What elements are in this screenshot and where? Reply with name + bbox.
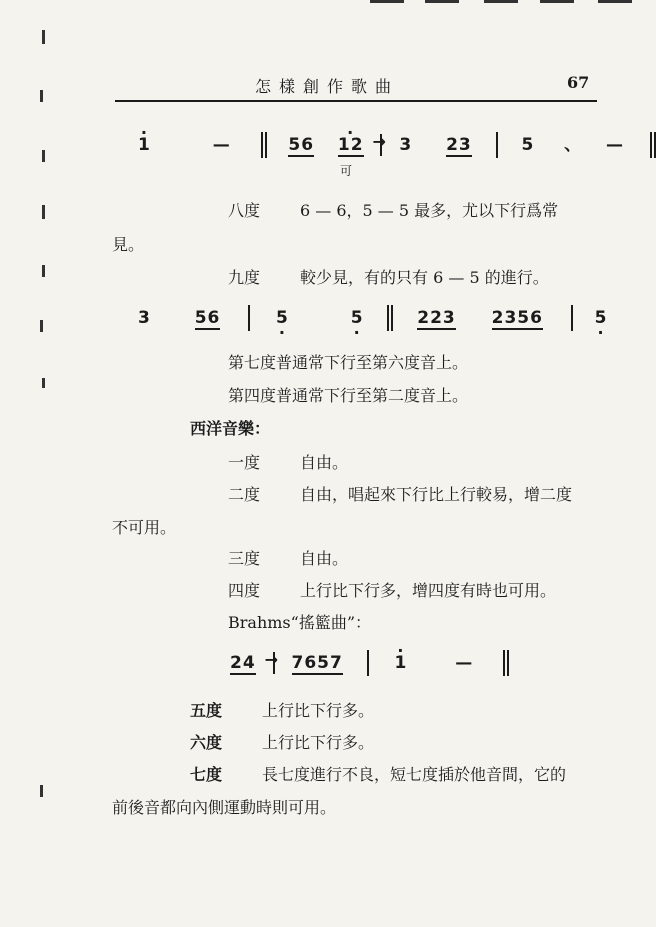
fourth-text: 上行比下行多，增四度有時也可用。 — [300, 581, 557, 600]
music-line-2 — [138, 305, 607, 331]
ninth-text: 較少見，有的只有 6 — 5 的進行。 — [300, 268, 549, 287]
seventh-text: 長七度進行不良，短七度插於他音間，它的 — [262, 765, 567, 784]
seventh-text-cont: 前後音都向內側運動時則可用。 — [112, 798, 337, 817]
second-text-cont: 不可用。 — [112, 518, 177, 537]
binding-mark — [42, 265, 45, 277]
header-rule — [115, 100, 597, 102]
octave-text-cont: 見。 — [112, 235, 145, 254]
music-line-3 — [230, 650, 509, 676]
double-barline — [650, 132, 656, 158]
note: 5 · — [351, 308, 364, 328]
double-barline — [261, 132, 267, 158]
note: · 1 — [395, 653, 408, 673]
unison-text: 自由。 — [300, 453, 349, 472]
fourth-degree-note: 第四度普通常下行至第二度音上。 — [228, 386, 469, 405]
dash: — — [605, 135, 624, 155]
barline — [367, 650, 369, 676]
ninth-label: 九度 — [228, 268, 261, 287]
seventh-label: 七度 — [190, 765, 223, 784]
music-line-1 — [138, 130, 656, 158]
octave-label: 八度 — [228, 201, 261, 220]
note: 5 · — [276, 308, 289, 328]
sixth-label: 六度 — [190, 733, 223, 752]
double-barline — [387, 305, 393, 331]
fifth-label: 五度 — [190, 701, 223, 720]
note: 3 — [399, 135, 413, 155]
barline — [496, 132, 498, 158]
brahms-caption: Brahms“搖籃曲”： — [228, 613, 371, 632]
binding-mark — [40, 90, 43, 102]
note-group: · 12 — [338, 135, 364, 155]
note-group: 223 — [417, 308, 456, 328]
third-label: 三度 — [228, 549, 261, 568]
note-group: 23 — [446, 135, 472, 155]
seventh-degree-note: 第七度普通常下行至第六度音上。 — [228, 353, 469, 372]
note: 5 · — [595, 308, 608, 328]
double-barline — [503, 650, 509, 676]
page-number: 67 — [567, 73, 590, 92]
under-label: 可 — [340, 164, 353, 178]
sixth-text: 上行比下行多。 — [262, 733, 375, 752]
note: 5 — [521, 135, 535, 155]
dash: — — [212, 135, 231, 155]
second-text: 自由，唱起來下行比上行較易，增二度 — [300, 485, 573, 504]
binding-mark — [42, 378, 45, 388]
note-group: 2356 — [491, 308, 543, 328]
binding-mark — [42, 30, 45, 44]
running-header: 怎樣創作歌曲 — [255, 77, 400, 96]
note: 3 — [138, 308, 151, 328]
dash: — — [455, 653, 474, 673]
scan-mark — [425, 0, 459, 3]
octave-text: 6 — 6，5 — 5 最多，尤以下行爲常 — [300, 201, 559, 220]
note: · 1 — [138, 135, 151, 155]
dot-mark: 、 — [564, 135, 583, 155]
note-group: 7657 — [291, 653, 343, 673]
second-label: 二度 — [228, 485, 261, 504]
binding-mark — [40, 785, 43, 797]
scan-mark — [598, 0, 632, 3]
binding-mark — [42, 150, 45, 162]
barline — [571, 305, 573, 331]
third-text: 自由。 — [300, 549, 349, 568]
scan-mark — [370, 0, 404, 3]
note-group: 56 — [194, 308, 221, 328]
note-group: 56 — [288, 135, 315, 155]
western-heading: 西洋音樂： — [190, 419, 271, 438]
barline — [248, 305, 250, 331]
binding-mark — [42, 205, 45, 219]
scan-mark — [540, 0, 574, 3]
scan-mark — [484, 0, 518, 3]
fourth-label: 四度 — [228, 581, 261, 600]
note-group: 24 — [230, 653, 256, 673]
barline-arrow — [370, 134, 392, 156]
unison-label: 一度 — [228, 453, 261, 472]
fifth-text: 上行比下行多。 — [262, 701, 375, 720]
binding-mark — [40, 320, 43, 332]
barline-arrow — [263, 652, 285, 674]
